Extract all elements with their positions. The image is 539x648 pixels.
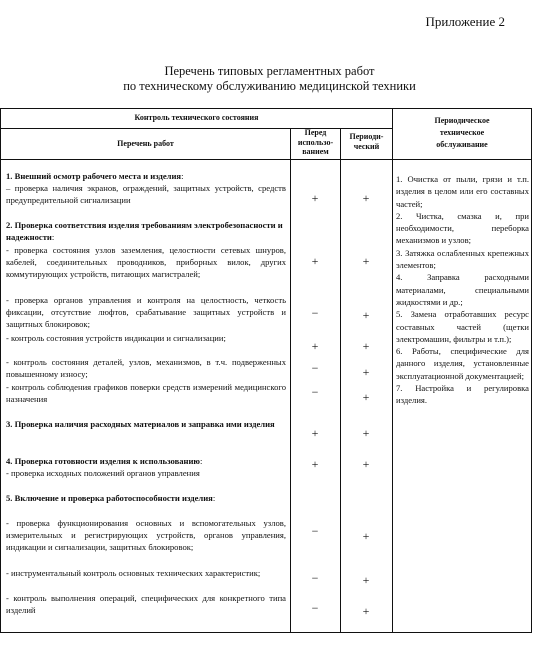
s2-i1-periodic: + — [362, 254, 370, 268]
header-control: Контроль технического состояния — [134, 113, 259, 122]
s2-i4-periodic: + — [362, 365, 370, 379]
maintenance-item: 7. Настройка и регулировка изделия. — [396, 383, 529, 406]
section-2-title: 2. Проверка соответствия изделия требованиям электробезопасности и надежности: — [6, 220, 283, 243]
section-2-item-2: - проверка органов управления и контроля на целостность, четкость фиксации, отсутствие люфтов, срабатывание защитных устройств и защитных блокировок; — [6, 295, 286, 330]
s2-i2-periodic: + — [362, 308, 370, 322]
s5-i2-periodic: + — [362, 573, 370, 587]
document-title-line2: по техническому обслуживанию медицинской техники — [123, 79, 416, 93]
section-1-title: 1. Внешний осмотр рабочего места и изделия: — [6, 171, 184, 181]
section-2-item-5: - контроль соблюдения графиков поверки средств измерений медицинского назначения — [6, 382, 286, 405]
section-5-item-1: - проверка функционирования основных и вспомогательных узлов, измерительных и регистрирующих устройств, органов управления, индикации и сигнализации, защитных блокировок; — [6, 518, 286, 553]
document-title-line1: Перечень типовых регламентных работ — [164, 64, 375, 78]
header-periodic: Периоди- ческий — [349, 132, 384, 151]
s2-i3-before: + — [311, 339, 319, 353]
s2-i3-periodic: + — [362, 339, 370, 353]
s2-i5-periodic: + — [362, 390, 370, 404]
s2-i1-before: + — [311, 254, 319, 268]
appendix-label: Приложение 2 — [425, 14, 505, 29]
section-5-item-3: - контроль выполнения операций, специфических для конкретного типа изделий — [6, 593, 286, 616]
section-2-item-1: - проверка состояния узлов заземления, целостности сетевых шнуров, кабелей, соединительных проводников, приборных вилок, других коммутирующих устройств, питающих магистралей; — [6, 245, 286, 280]
maintenance-item: 2. Чистка, смазка и, при необходимости, переборка механизмов и узлов; — [396, 210, 529, 246]
section-4-item-1: - проверка исходных положений органов управления — [6, 468, 200, 478]
s3-before: + — [311, 426, 319, 440]
header-works: Перечень работ — [117, 139, 174, 148]
maintenance-item: 6. Работы, специфические для данного изделия, установленные эксплуатационной документацией; — [396, 346, 529, 381]
header-periodic-maintenance: Периодическое техническое обслуживание — [434, 116, 490, 149]
s1-i1-periodic: + — [362, 191, 370, 205]
section-3-title: 3. Проверка наличия расходных материалов и заправка ими изделия — [6, 419, 275, 429]
s4-before: + — [311, 457, 319, 471]
s5-i2-before: − — [311, 571, 319, 585]
s2-i5-before: − — [311, 385, 319, 399]
section-1-item-1: – проверка наличия экранов, ограждений, защитных устройств, средств предупредительной сигнализации — [6, 183, 286, 206]
section-4-title: 4. Проверка готовности изделия к использованию: — [6, 456, 203, 466]
s1-i1-before: + — [311, 191, 319, 205]
header-before-use: Перед использо- ванием — [297, 128, 334, 157]
s2-i2-before: − — [311, 306, 319, 320]
periodic-maintenance-list — [396, 173, 529, 407]
maintenance-item: 5. Замена отработавших ресурс составных частей (щетки электромашин, фильтры и т.п.); — [396, 309, 529, 344]
s5-i3-periodic: + — [362, 604, 370, 618]
maintenance-item: 3. Затяжка ослабленных крепежных элементов; — [396, 247, 529, 271]
maintenance-item: 1. Очистка от пыли, грязи и т.п. изделия в целом или его составных частей; — [396, 174, 529, 209]
section-2-item-3: - контроль состояния устройств индикации и сигнализации; — [6, 333, 226, 343]
section-5-title: 5. Включение и проверка работоспособности изделия: — [6, 493, 216, 503]
s5-i1-before: − — [311, 524, 319, 538]
maintenance-item: 4. Заправка расходными материалами, специальными жидкостями и др.; — [396, 272, 529, 307]
section-2-item-4: - контроль состояния деталей, узлов, механизмов, в т.ч. подверженных повышенному износу; — [6, 357, 286, 380]
s5-i1-periodic: + — [362, 529, 370, 543]
s2-i4-before: − — [311, 361, 319, 375]
section-5-item-2: - инструментальный контроль основных технических характеристик; — [6, 568, 261, 578]
s4-periodic: + — [362, 457, 370, 471]
s5-i3-before: − — [311, 601, 319, 615]
s3-periodic: + — [362, 426, 370, 440]
